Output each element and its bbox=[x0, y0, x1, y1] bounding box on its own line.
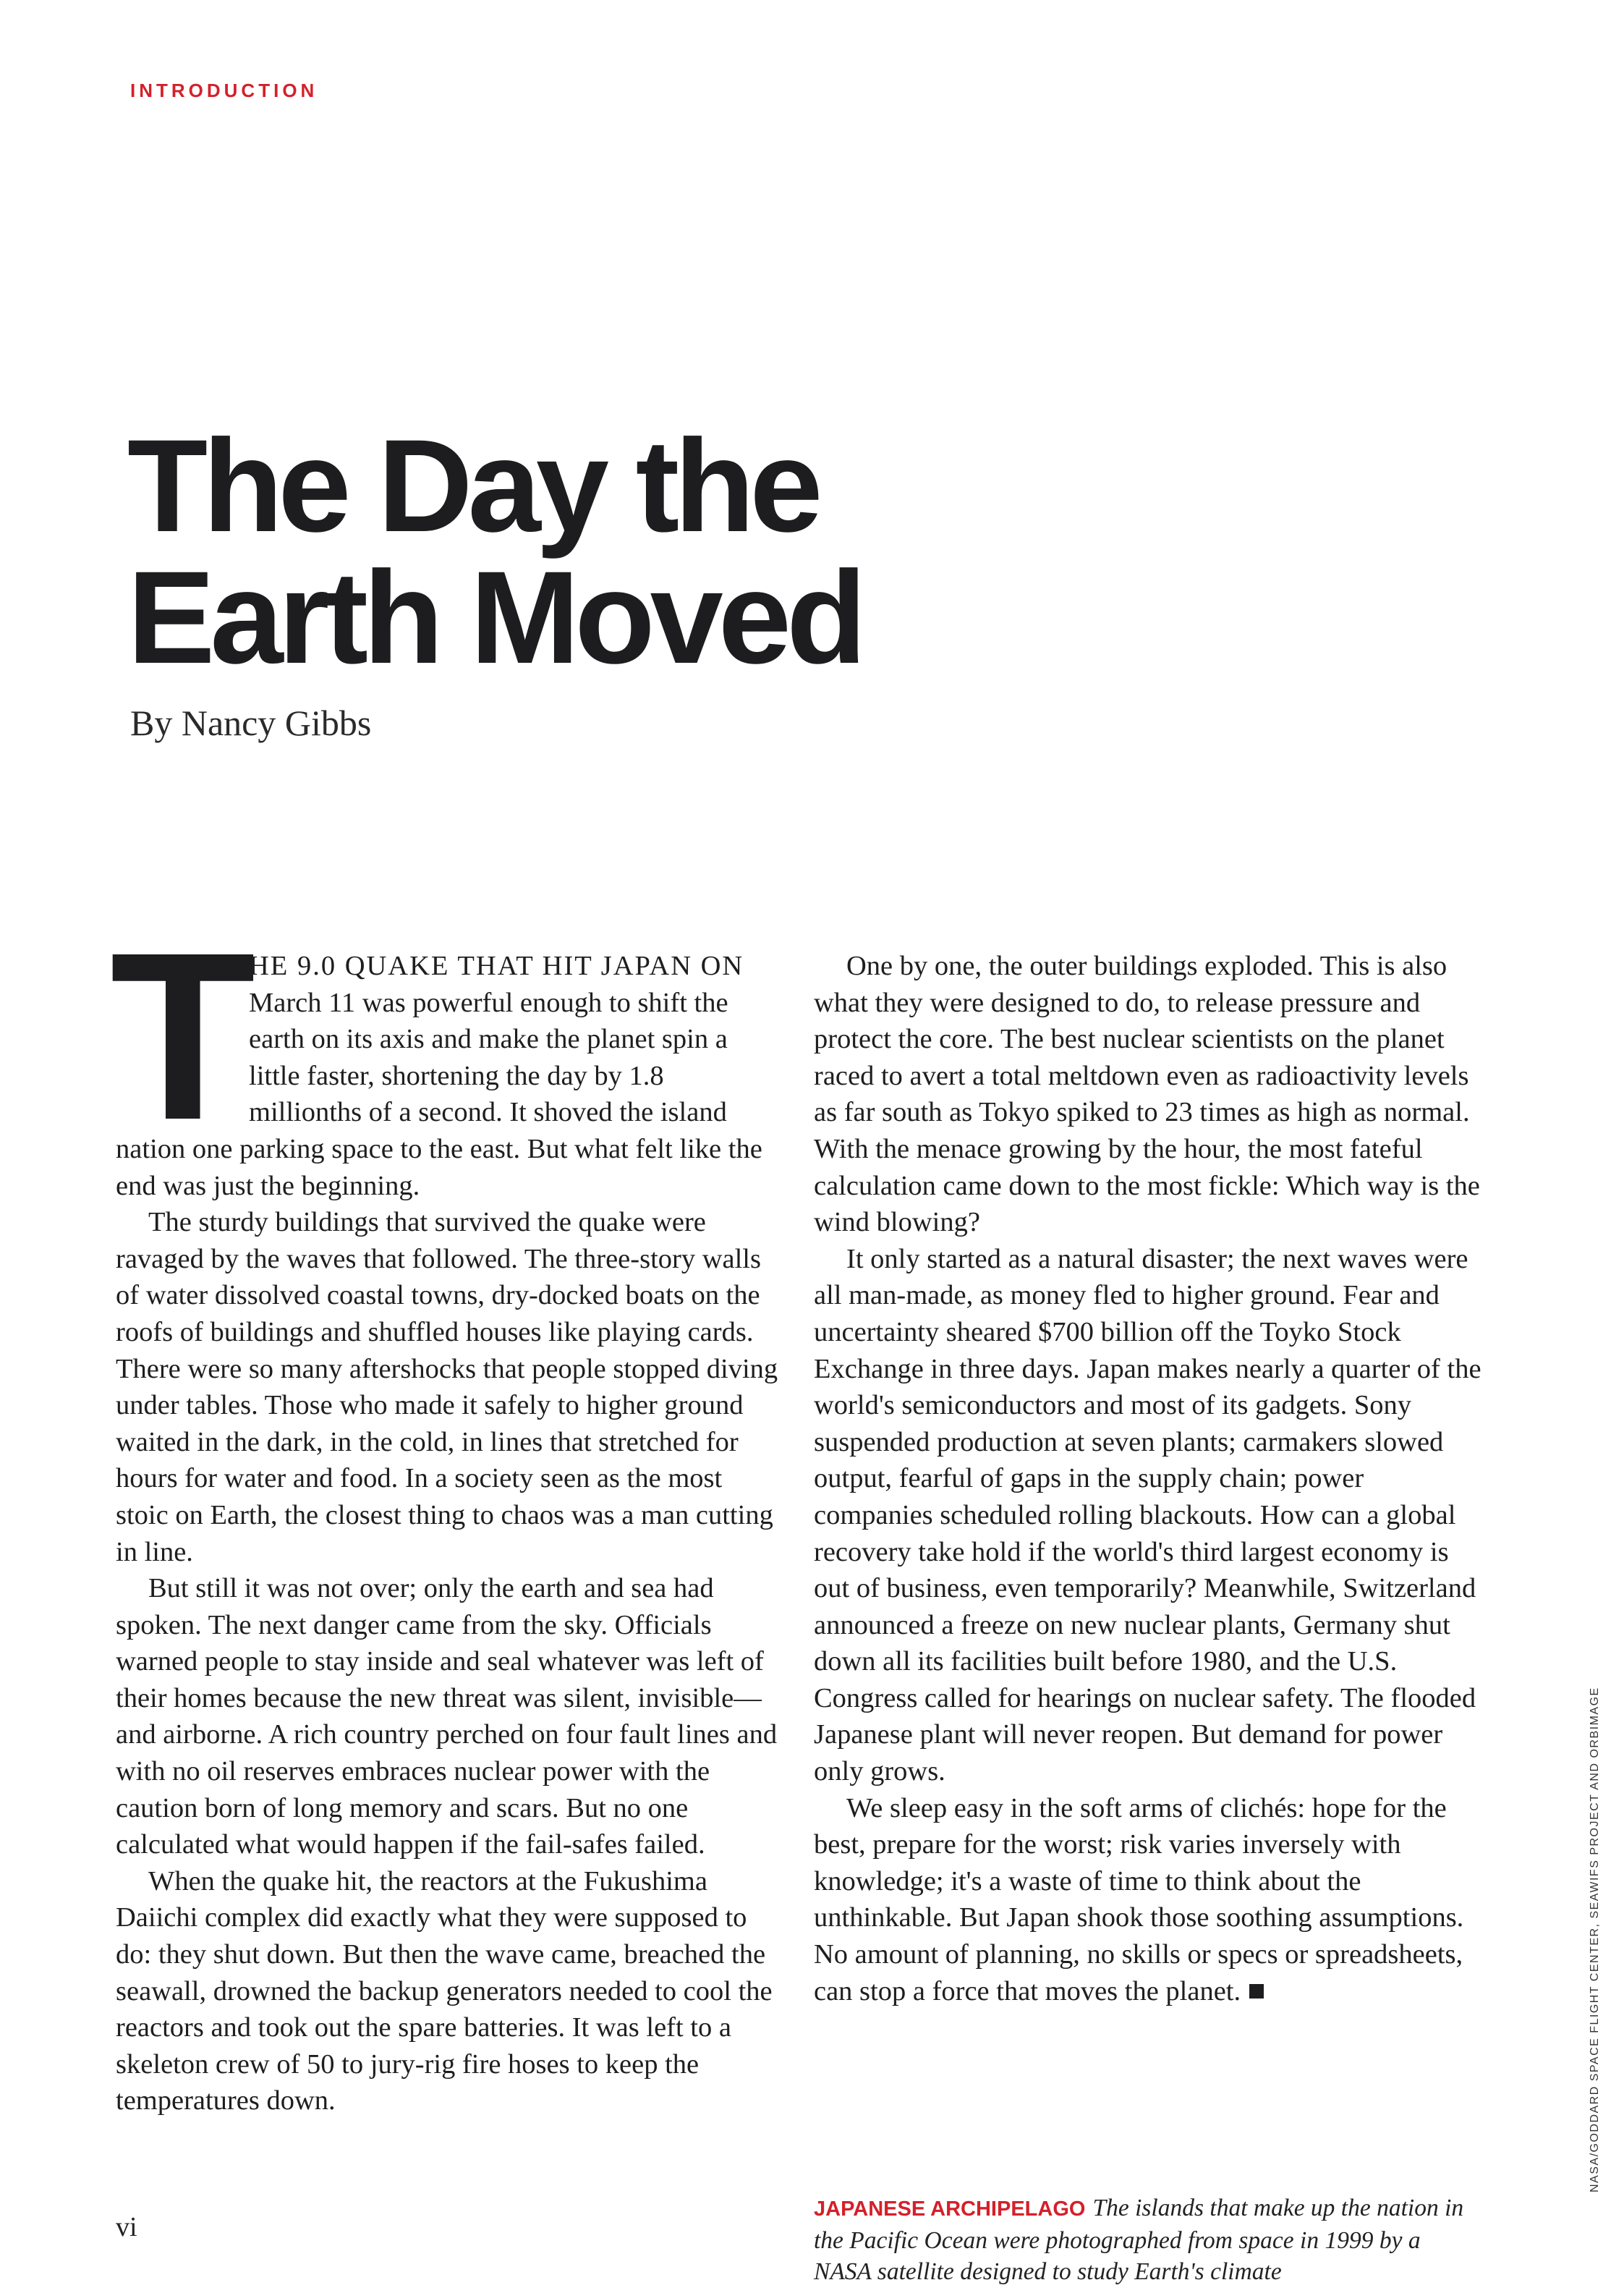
end-mark-icon bbox=[1249, 1984, 1264, 1999]
article-paragraph: But still it was not over; only the earth and sea had spoken. The next danger came from the sky. Officials warned people to stay inside and seal whatever was left of their homes because the new threat was silent, invisible—and airborne. A rich country perched on four fault lines and with no oil reserves embraces nuclear power with the caution born of long memory and scars. But no one calculated what would happen if the fail-safes failed. bbox=[116, 1573, 778, 1860]
article-paragraph: One by one, the outer buildings exploded. This is also what they were designed to do, to release pressure and protect the core. The best nuclear scientists on the planet raced to avert a total meltdown even as radioactivity levels as far south as Tokyo spiked to 23 times as high as normal. With the menace growing by the hour, the most fateful calculation came down to the most fickle: Which way is the wind blowing? bbox=[814, 951, 1480, 1238]
lead-paragraph bbox=[110, 902, 781, 1204]
article-column-right bbox=[814, 948, 1483, 2009]
byline: By Nancy Gibbs bbox=[130, 703, 372, 743]
article-paragraph: The sturdy buildings that survived the quake were ravaged by the waves that followed. The three-story walls of water dissolved coastal towns, dry-docked boats on the roofs of buildings and shuffled houses like playing cards. There were so many aftershocks that people stopped diving under tables. Those who made it safely to higher ground waited in the dark, in the cold, in lines that stretched for hours for water and food. In a society seen as the most stoic on Earth, the closest thing to chaos was a man cutting in line. bbox=[116, 1207, 778, 1567]
headline-line-2: Earth Moved bbox=[127, 543, 862, 691]
article-paragraph bbox=[814, 1790, 1483, 2010]
article-column-left bbox=[110, 902, 781, 2119]
caption-title: JAPANESE ARCHIPELAGO bbox=[814, 2197, 1086, 2221]
section-label: INTRODUCTION bbox=[130, 80, 318, 101]
lead-paragraph-text: March 11 was powerful enough to shift the earth on its axis and make the planet spin a little faster, shortening the day by 1.8 millionths of a second. It shoved the island nation one parking space to the east. But what felt like the end was just the beginning. bbox=[116, 987, 762, 1201]
closing-paragraph-text: We sleep easy in the soft arms of clichés: hope for the best, prepare for the worst; risk varies inversely with knowledge; it's a waste of time to think about the unthinkable. But Japan shook those soothing assumptions. No amount of planning, no skills or specs or spreadsheets, can stop a force that moves the planet. bbox=[814, 1792, 1464, 2006]
photo-caption bbox=[814, 2192, 1483, 2287]
drop-cap: T bbox=[110, 902, 256, 1169]
headline bbox=[127, 412, 995, 691]
article-paragraph: When the quake hit, the reactors at the Fukushima Daiichi complex did exactly what they were supposed to do: they shut down. But then the wave came, breached the seawall, drowned the backup generators needed to cool the reactors and took out the spare batteries. It was left to a skeleton crew of 50 to jury-rig fire hoses to keep the temperatures down. bbox=[116, 1865, 773, 2116]
article-paragraph: It only started as a natural disaster; the next waves were all man-made, as money fled to higher ground. Fear and uncertainty sheared $700 billion off the Toyko Stock Exchange in three days. Japan makes nearly a quarter of the world's semiconductors and most of its gadgets. Sony suspended production at seven plants; carmakers slowed output, fearful of gaps in the supply chain; power companies scheduled rolling blackouts. How can a global recovery take hold if the world's third largest economy is out of business, even temporarily? Meanwhile, Switzerland announced a freeze on new nuclear plants, Germany shut down all its facilities built before 1980, and the U.S. Congress called for hearings on nuclear safety. The flooded Japanese plant will never reopen. But demand for power only grows. bbox=[814, 1243, 1481, 1787]
photo-credit: NASA/GODDARD SPACE FLIGHT CENTER, SEAWIFS PROJECT AND ORBIMAGE bbox=[1589, 1687, 1601, 2192]
lead-in-smallcaps: HE 9.0 QUAKE THAT HIT JAPAN ON bbox=[249, 951, 744, 981]
page-number: vi bbox=[116, 2212, 137, 2242]
caption-text: The islands that make up the nation in the Pacific Ocean were photographed from space in 1999 by a NASA satellite designed to study Earth's climate bbox=[814, 2195, 1464, 2285]
headline-line-1: The Day the bbox=[127, 412, 818, 559]
